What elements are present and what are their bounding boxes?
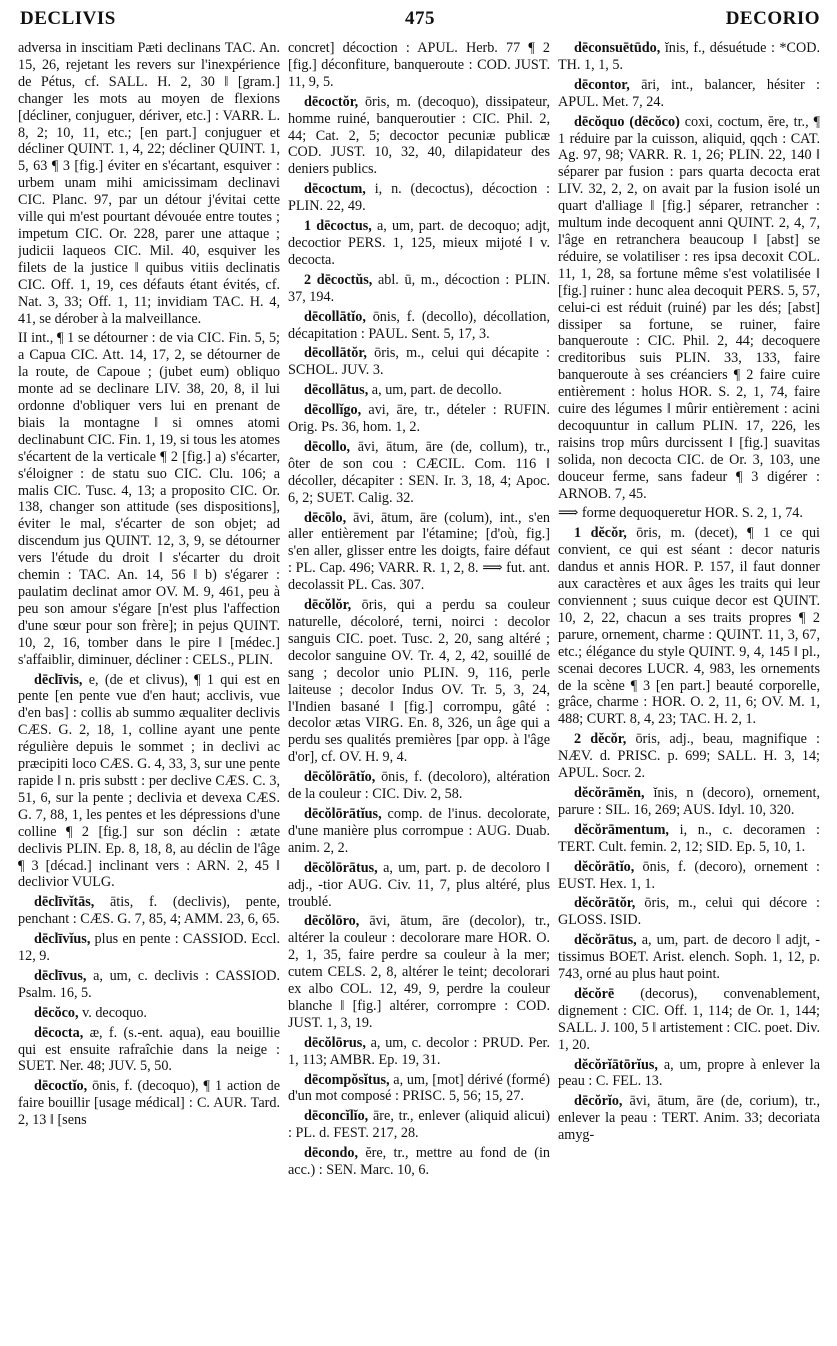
entry-definition: ōris, m., celui qui décore : GLOSS. ISID. [558, 895, 820, 929]
entry-headword: dēcŏquo (dēcŏco) [574, 113, 680, 130]
entry-definition: v. decoquo. [82, 1004, 147, 1021]
entry-headword: dēcocta, [34, 1024, 84, 1041]
entry-headword: dēclīvis, [34, 671, 83, 688]
dictionary-entry [288, 439, 550, 507]
entry-definition: āvi, ātum, āre (decolor), tr., altérer la couleur : decolorare mare HOR. O. 2, 1, 35, faire perdre sa couleur à la mer; cutem CELS. 2, 8, altérer le teint; decolorari ex albo COL. 12, 49, 9, perdre la couleur blanche ‖ [fig.] altérer, corrompre : COD. JUST. 1, 3, 19. [288, 913, 550, 1031]
dictionary-entry [288, 345, 550, 379]
entry-headword: dēcŏrĭo, [574, 1093, 623, 1110]
entry-definition: concret] décoction : APUL. Herb. 77 ¶ 2 [fig.] déconfiture, banqueroute : COD. JUST. 11, 9, 5. [288, 40, 550, 90]
entry-headword: dēcollĭgo, [304, 402, 362, 419]
dictionary-entry [558, 1057, 820, 1091]
entry-definition: a, um, part. de decoro ‖ adjt, -tissimus BOET. Arist. elench. Soph. 1, 12, p. 743, orné au plus haut point. [558, 932, 820, 983]
entry-headword: dēconsuētūdo, [574, 40, 661, 56]
entry-headword: dēcondo, [304, 1145, 358, 1162]
dictionary-entry [288, 382, 550, 399]
dictionary-entry [18, 1025, 280, 1076]
entry-headword: dĕcŏrē [574, 985, 615, 1002]
dictionary-entry [558, 505, 820, 522]
entry-definition: ōnis, f. (decoloro), altération de la couleur : CIC. Div. 2, 58. [288, 769, 550, 803]
entry-definition: avi, āre, tr., dételer : RUFIN. Orig. Ps. 36, hom. 1, 2. [288, 402, 550, 436]
entry-definition: adversa in inscitiam Pæti declinans TAC. An. 15, 26, rejetant les revers sur l'inexpérience de Pétus, cf. SALL. H. 2, 30 ‖ [gram.] changer les mots au moyen de flexions [décliner, conjuguer, dériver, etc.] : VARR. L. 8, 2; 10, 11, etc.; [en part.] conjuguer et décliner QUINT. 1, 4, 22; décliner QUINT. 1, 5, 63 ¶ 3 [fig.] éviter en s'écartant, esquiver : urbem unam mihi amicissimam declinavi CIC. Planc. 97, par un détour j'évitai cette ville qui m'est pourtant dévouée entre toutes ; impetum CIC. Or. 228, parer une attaque ; judicii laqueos CIC. Mil. 40, esquiver les filets de la justice ‖ quibus vitiis declinatis CIC. Off. 1, 19, ces défauts étant évités, cf. Nat. 3, 33; Off. 1, 11; invidiam TAC. H. 4, 41, se dérober à la malveillance. [18, 40, 280, 327]
entry-headword: dēcŏlŏr, [304, 597, 352, 614]
dictionary-entry [558, 40, 820, 74]
running-head-right: DECORIO [725, 8, 820, 29]
entry-headword: dēcŏlōrus, [304, 1034, 366, 1051]
dictionary-entry [558, 859, 820, 893]
entry-definition: i, n., c. decoramen : TERT. Cult. femin. 2, 12; SID. Ep. 5, 10, 1. [558, 821, 820, 855]
dictionary-entry [288, 309, 550, 343]
entry-definition: āvi, ātum, āre (colum), int., s'en aller entièrement par l'étamine; [d'où, fig.] s'en aller, glisser entre les doigts, faire défaut : PL. Cap. 496; VARR. R. 1, 2, 8. ⟹ fut. ant. decolassit PL. Cas. 307. [288, 509, 550, 594]
dictionary-entry [288, 218, 550, 269]
entry-definition: comp. de l'inus. decolorate, d'une manière plus corrompue : AUG. Duab. anim. 2, 2. [288, 805, 550, 856]
dictionary-entry [288, 181, 550, 215]
entry-definition: a, um, c. declivis : CASSIOD. Psalm. 16, 5. [18, 967, 280, 1001]
dictionary-column-right [558, 40, 820, 1340]
entry-headword: dēcŏlōrātĭus, [304, 805, 382, 822]
entry-headword: dēconcĭlĭo, [304, 1108, 369, 1125]
entry-headword: dēclīvĭus, [34, 931, 91, 948]
entry-definition: ōris, m. (decoquo), dissipateur, homme ruiné, banqueroutier : CIC. Phil. 2, 44; Cat. 2, 5; decoctor pecuniæ publicæ COD. JUST. 10, 32, 40, dilapidateur des deniers publics. [288, 93, 550, 178]
dictionary-entry [558, 932, 820, 983]
dictionary-entry [288, 597, 550, 766]
entry-definition: a, um, propre à enlever la peau : C. FEL. 13. [558, 1056, 820, 1090]
entry-definition: plus en pente : CASSIOD. Eccl. 12, 9. [18, 931, 280, 965]
dictionary-entry [288, 510, 550, 595]
entry-definition: ōris, qui a perdu sa couleur naturelle, décoloré, terni, noirci : decolor sanguis CIC. poet. Tusc. 2, 20, sang altéré ; decolor sanguine OV. Tr. 4, 2, 42, souillé de sang ; decolor unio PLIN. 9, 116, perle laiteuse ; decolor Indus OV. Tr. 5, 3, 24, l'Indien basané ‖ [fig.] corrompu, gâté : decolor ætas VIRG. En. 8, 326, un âge qui a perdu ses qualités premières [par opp. à l'âge d'or], cf. OV. H. 9, 4. [288, 597, 550, 766]
entry-headword: dēcŏco, [34, 1004, 79, 1021]
entry-definition: āvi, ātum, āre (de, corium), tr., enlever la peau : TERT. Anim. 33; decoriata amyg- [558, 1093, 820, 1144]
entry-definition: ⟹ forme dequoqueretur HOR. S. 2, 1, 74. [558, 505, 803, 522]
dictionary-entry [558, 895, 820, 929]
entry-definition: a, um, part. de decoquo; adjt, decoctior PERS. 1, 125, mieux mijoté ‖ v. decocta. [288, 218, 550, 268]
entry-headword: dēcŏlōro, [304, 913, 360, 930]
dictionary-entry [288, 769, 550, 803]
entry-definition: āre, tr., enlever (aliquid alicui) : PL. d. FEST. 217, 28. [288, 1108, 550, 1142]
dictionary-entry [18, 931, 280, 965]
entry-definition: āri, int., balancer, hésiter : APUL. Met. 7, 24. [558, 76, 820, 110]
entry-definition: ōnis, f. (decoro), ornement : EUST. Hex. 1, 1. [558, 858, 820, 892]
dictionary-entry [288, 402, 550, 436]
dictionary-entry [558, 822, 820, 856]
page-header [20, 8, 820, 34]
dictionary-entry [18, 1078, 280, 1129]
entry-definition: e, (de et clivus), ¶ 1 qui est en pente [en pente vue d'en haut; acclivis, vue d'en bas] : collis ab summo æqualiter declivis CÆS. G. 2, 18, 1, colline ayant une pente régulière depuis le sommet ; in declivi ac præcipiti loco CÆS. G. 4, 33, 3, sur une pente rapide ‖ n. pris substt : per declive CÆS. C. 3, 51, 6, sur la pente ; declivia et devexa CÆS. G. 7, 88, 1, les pentes et les dépressions d'une colline ¶ 2 [fig.] sur son déclin : ætate declivis PLIN. Ep. 8, 18, 8, au déclin de l'âge ¶ 3 [décad.] inclinant vers : ARN. 2, 45 ‖ declivior VULG. [18, 671, 280, 891]
dictionary-entry [288, 272, 550, 306]
dictionary-entry [288, 1035, 550, 1069]
entry-headword: dēcollātŏr, [304, 345, 367, 362]
entry-definition: (decorus), convenablement, dignement : CIC. Off. 1, 114; de Or. 1, 144; SALL. J. 100, 5 ‖ artistement : CIC. poet. Div. 1, 20. [558, 985, 820, 1053]
dictionary-entry [558, 1093, 820, 1144]
entry-headword: dēcompŏsĭtus, [304, 1071, 390, 1088]
entry-definition: ōnis, f. (decollo), décollation, décapitation : PAUL. Sent. 5, 17, 3. [288, 308, 550, 342]
entry-headword: dĕcŏrātĭo, [574, 858, 635, 875]
entry-definition: æ, f. (s.-ent. aqua), eau bouillie qui est ensuite rafraîchie dans la neige : SUET. Ner. 48; JUV. 5, 50. [18, 1024, 280, 1075]
entry-headword: dēcollātus, [304, 382, 369, 399]
dictionary-entry [558, 525, 820, 728]
entry-headword: dēclīvus, [34, 967, 87, 984]
dictionary-entry [558, 785, 820, 819]
entry-headword: 1 dĕcŏr, [574, 525, 627, 542]
entry-headword: dĕcŏrāmentum, [574, 821, 669, 838]
entry-headword: dēcontor, [574, 76, 630, 93]
dictionary-entry [18, 330, 280, 668]
dictionary-entry [558, 77, 820, 111]
entry-headword: dēclīvĭtās, [34, 894, 95, 911]
entry-headword: dĕcŏrĭātōrĭus, [574, 1056, 658, 1073]
entry-definition: ōris, m., celui qui décapite : SCHOL. JUV. 3. [288, 345, 550, 379]
entry-definition: ōris, adj., beau, magnifique : NÆV. d. PRISC. p. 699; SALL. H. 3, 14; APUL. Socr. 2. [558, 731, 820, 782]
entry-headword: dēcōlo, [304, 509, 347, 526]
entry-definition: ōnis, f. (decoquo), ¶ 1 action de faire bouillir [usage médical] : C. AUR. Tard. 2, 13 ‖ [sens [18, 1078, 280, 1129]
entry-definition: āvi, ātum, āre (de, collum), tr., ôter de son cou : CÆCIL. Com. 116 ‖ décoller, décapiter : SEN. Ir. 3, 18, 4; Apoc. 6, 2; SUET. Calig. 32. [288, 438, 550, 506]
entry-definition: II int., ¶ 1 se détourner : de via CIC. Fin. 5, 5; a Capua CIC. Att. 14, 17, 2, se détourner de la route, de Capoue ; (jubet eum) obliquo monte ad se declinare LIV. 38, 20, 8, il lui ordonne d'obliquer vers lui en prenant de biais la montagne ‖ si omnes atomi declinabunt CIC. Fin. 1, 19, si tous les atomes s'écartent de la verticale ¶ 2 [fig.] a) s'écarter, s'éloigner : de statu suo CIC. Clu. 106; a malis CIC. Tusc. 4, 13; a proposito CIC. Or. 138, changer son attitude (ses dispositions], éviter le mal, s'écarter de son objet; ad discendum jus QUINT. 12, 3, 9, se détourner vers l'étude du droit ‖ s'écarter du droit chemin : TAC. An. 14, 56 ‖ b) s'égarer : paulatim declinat amor OV. M. 9, 461, peu à peu son amour s'égare [n'est plus l'affection d'une sœur pour son frère]; in pejus QUINT. 10, 2, 16, tomber dans le pire ‖ [médec.] s'affaiblir, diminuer, décliner : CELS., PLIN. [18, 330, 280, 668]
entry-headword: dēcollo, [304, 438, 351, 455]
dictionary-entry [288, 860, 550, 911]
dictionary-entry [558, 114, 820, 503]
entry-headword: dēcoctŏr, [304, 93, 359, 110]
dictionary-entry [18, 894, 280, 928]
entry-definition: i, n. (decoctus), décoction : PLIN. 22, 49. [288, 181, 550, 215]
dictionary-entry [558, 986, 820, 1054]
dictionary-entry [288, 40, 550, 91]
entry-definition: abl. ū, m., décoction : PLIN. 37, 194. [288, 271, 550, 305]
dictionary-entry [288, 806, 550, 857]
dictionary-entry [558, 731, 820, 782]
dictionary-column-middle [288, 40, 550, 1340]
dictionary-entry [18, 968, 280, 1002]
entry-definition: a, um, [mot] dérivé (formé) d'un mot composé : PRISC. 5, 56; 15, 27. [288, 1071, 550, 1105]
entry-definition: ĕre, tr., mettre au fond de (in acc.) : SEN. Marc. 10, 6. [288, 1145, 550, 1179]
entry-definition: coxi, coctum, ĕre, tr., ¶ 1 réduire par la cuisson, aliquid, qqch : CAT. Ag. 97, 98; VARR. R. 1, 26; PLIN. 22, 140 ‖ séparer par fusion : pars quarta decocta erat LIV. 32, 2, 2, on avait par la fusion isolé un quart d'alliage ‖ [fig.] séparer, retrancher : multum inde decoquent anni QUINT. 2, 4, 7, l'âge en retranchera beaucoup ‖ [abst] se réduire, se volatiliser : res ipsa decoxit COL. 11, 1, 28, sa fortune même s'est volatilisée ‖ [fig.] ruiner : hunc alea decoquit PERS. 5, 57, celui-ci est réduit (ruiné) par les dés; [abst] dissiper sa fortune, se ruiner, faire banqueroute : CIC. Phil. 2, 44; decoquere creditoribus suis PLIN. 33, 133, faire banqueroute à ses créanciers ¶ 2 faire cuire entièrement : holus HOR. S. 2, 1, 74, faire cuire des légumes ‖ mûrir entièrement : acini decoquuntur in callum PLIN. 17, 226, les raisins trop mûrs durcissent ‖ [fig.] suavitas solida, non decocta CIC. de Or. 3, 103, une douceur ferme, sans fadeur ¶ 3 digérer : ARNOB. 7, 45. [558, 113, 820, 502]
entry-headword: dĕcŏrāmĕn, [574, 784, 645, 801]
dictionary-entry [18, 40, 280, 327]
entry-definition: a, um, part. de decollo. [371, 382, 502, 399]
entry-headword: dĕcŏrātus, [574, 932, 637, 949]
dictionary-entry [288, 94, 550, 179]
dictionary-entry [18, 1005, 280, 1022]
entry-definition: a, um, c. decolor : PRUD. Per. 1, 113; AMBR. Ep. 19, 31. [288, 1034, 550, 1068]
dictionary-entry [288, 1108, 550, 1142]
entry-headword: 2 dēcoctŭs, [304, 271, 373, 288]
entry-definition: ōris, m. (decet), ¶ 1 ce qui convient, ce qui est séant : decor naturis dandus et annis HOR. P. 157, il faut donner aux caractères et aux âges les traits qui leur conviennent ; suus cuique decor est QUINT. 10, 2, 22, chacun a ses traits propres ¶ 2 parure, ornement, charme : QUINT. 11, 3, 67, etc.; élégance du style QUINT. 9, 4, 145 ‖ pl., scenai decores LUCR. 4, 983, les ornements de la scène ¶ 3 [en part.] beauté corporelle, grâce, charme : HOR. O. 2, 11, 6; OV. M. 1, 488; CURT. 8, 4, 23; TAC. H. 2, 1. [558, 525, 820, 728]
entry-headword: 1 dēcoctus, [304, 218, 372, 235]
entry-headword: dēcŏlōrātus, [304, 859, 378, 876]
dictionary-entry [288, 913, 550, 1031]
running-head-left: DECLIVIS [20, 8, 116, 29]
entry-headword: dēcoctum, [304, 181, 366, 198]
dictionary-column-left [18, 40, 280, 1340]
entry-headword: dēcŏlōrātĭo, [304, 769, 376, 786]
page-number: 475 [405, 8, 435, 29]
entry-definition: ĭnis, n (decoro), ornement, parure : SIL. 16, 269; AUS. Idyl. 10, 320. [558, 784, 820, 818]
entry-definition: a, um, part. p. de decoloro ‖ adj., -tior AUG. Civ. 11, 7, plus altéré, plus troublé. [288, 859, 550, 910]
dictionary-entry [288, 1145, 550, 1179]
entry-headword: dēcoctĭo, [34, 1078, 88, 1095]
dictionary-entry [18, 672, 280, 892]
entry-headword: dēcollātĭo, [304, 308, 366, 325]
entry-definition: ĭnis, f., désuétude : *COD. TH. 1, 1, 5. [558, 40, 820, 73]
entry-headword: 2 dĕcŏr, [574, 731, 627, 748]
entry-definition: ātis, f. (declivis), pente, penchant : CÆS. G. 7, 85, 4; AMM. 23, 6, 65. [18, 894, 280, 928]
dictionary-entry [288, 1072, 550, 1106]
entry-headword: dĕcŏrātŏr, [574, 895, 636, 912]
